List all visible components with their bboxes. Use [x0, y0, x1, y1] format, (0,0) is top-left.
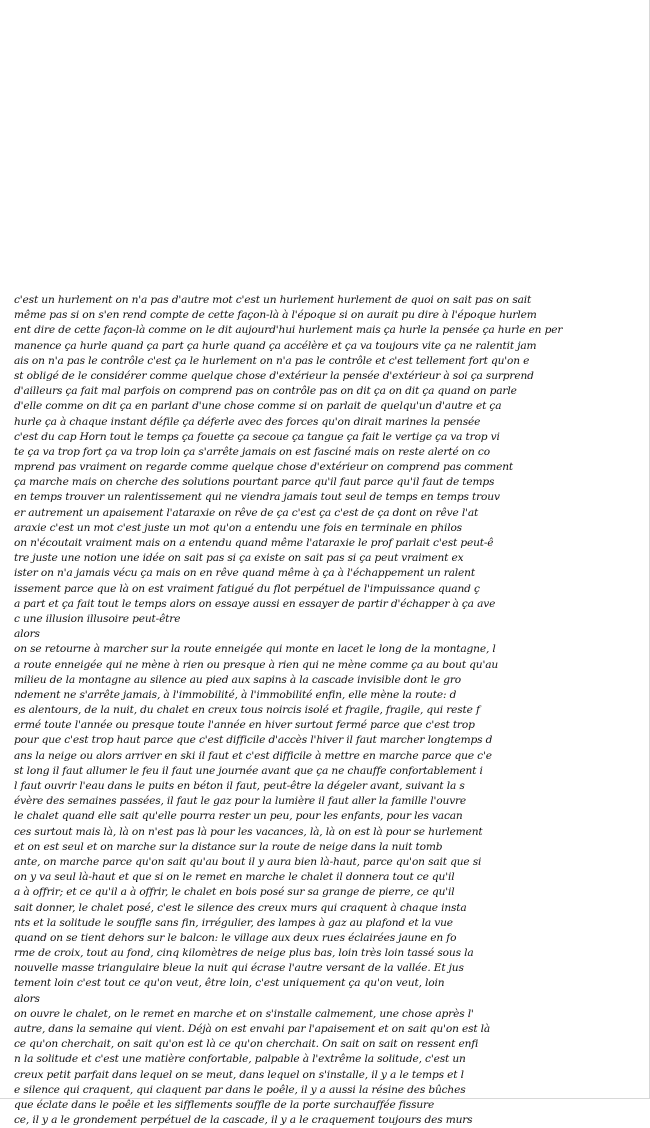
text-line: que éclate dans le poêle et les sifflements souffle de la porte surchauffée fissure [14, 1098, 435, 1111]
text-line: on y va seul là-haut et que si on le remet en marche le chalet il donnera tout ce qu'il [14, 871, 455, 884]
text-line: milieu de la montagne au silence au pied aux sapins à la cascade invisible dont le gro [14, 673, 462, 686]
text-line: d'ailleurs ça fait mal parfois on comprend pas on contrôle pas on dit ça on dit ça quand on parle [14, 385, 517, 398]
text-line: autre, dans la semaine qui vient. Déjà on est envahi par l'apaisement et on sait qu'on est là [14, 1023, 491, 1035]
text-line: le chalet quand elle sait qu'elle pourra rester un peu, pour les enfants, pour les vacan [14, 810, 463, 823]
paragraph [14, 642, 634, 1007]
text-line: c une illusion illusoire peut-être [14, 612, 181, 625]
text-line: te ça va trop fort ça va trop loin ça s'arrête jamais on est fasciné mais on reste alerté on co [14, 445, 490, 458]
text-line: a part et ça fait tout le temps alors on essaye aussi en essayer de partir d'échapper à ça ave [14, 597, 496, 610]
text-line: ante, on marche parce qu'on sait qu'au bout il y aura bien là-haut, parce qu'on sait que si [14, 855, 482, 868]
text-line: ce, il y a le grondement perpétuel de la cascade, il y a le craquement toujours des murs [14, 1114, 473, 1127]
text-line: er autrement un apaisement l'ataraxie on rêve de ça c'est ça c'est de ça dont on rêve l'at [14, 506, 479, 519]
text-line: l faut ouvrir l'eau dans le puits en béton il faut, peut-être la dégeler avant, suivant la s [14, 780, 465, 792]
text-line: ces surtout mais là, là on n'est pas là pour les vacances, là, là on est là pour se hurlement [14, 825, 483, 838]
text-line: d'elle comme on dit ça en parlant d'une chose comme si on parlait de quelqu'un d'autre et ça [14, 400, 502, 413]
text-line: nouvelle masse triangulaire bleue la nuit qui écrase l'autre versant de la vallée. Et jus [14, 962, 464, 975]
text-line: a route enneigée qui ne mène à rien ou presque à rien qui ne mène comme ça au bout qu'au [14, 658, 499, 671]
text-line: c'est du cap Horn tout le temps ça fouette ça secoue ça tangue ça fait le vertige ça va trop vi [14, 430, 500, 443]
text-line: quand on se tient dehors sur le balcon: le village aux deux rues éclairées jaune en fo [14, 931, 457, 944]
text-line: nts et la solitude le souffle sans fin, irrégulier, des lampes à gaz au plafond et la vue [14, 916, 453, 929]
text-line: rme de croix, tout au fond, cinq kilomètres de neige plus bas, loin très loin tassé sous la [14, 947, 474, 960]
text-line: et on est seul et on marche sur la distance sur la route de neige dans la nuit tomb [14, 840, 443, 853]
text-line: es alentours, de la nuit, du chalet en creux tous noircis isolé et fragile, fragile, qui reste f [14, 704, 480, 717]
text-line: on ouvre le chalet, on le remet en marche et on s'installe calmement, une chose après l' [14, 1007, 474, 1020]
text-line: n la solitude et c'est une matière confortable, palpable à l'extrême la solitude, c'est un [14, 1053, 466, 1066]
text-line: alors [14, 628, 40, 641]
text-line: évère des semaines passées, il faut le gaz pour la lumière il faut aller la famille l'ouvre [14, 795, 467, 808]
text-line: on se retourne à marcher sur la route enneigée qui monte en lacet le long de la montagne, l [14, 643, 496, 656]
text-line: hurle ça à chaque instant défile ça déferle avec des forces qu'on dirait marines la pensée [14, 415, 481, 428]
text-line: même pas si on s'en rend compte de cette façon-là à l'époque si on aurait pu dire à l'époque hurlem [14, 309, 537, 322]
text-line: en temps trouver un ralentissement qui ne viendra jamais tout seul de temps en temps trouv [14, 491, 500, 504]
text-line: creux petit parfait dans lequel on se meut, dans lequel on s'installe, il y a le temps et l [14, 1068, 464, 1081]
text-line: ans la neige ou alors arriver en ski il faut et c'est difficile à mettre en marche parce que c'e [14, 749, 492, 762]
text-line: sait donner, le chalet posé, c'est le silence des creux murs qui craquent à chaque insta [14, 901, 467, 914]
handwritten-text-block [14, 293, 634, 1128]
text-line: ermé toute l'année ou presque toute l'année en hiver surtout fermé parce que c'est trop [14, 719, 475, 732]
text-line: tement loin c'est tout ce qu'on veut, être loin, c'est uniquement ça qu'on veut, loin [14, 977, 445, 990]
text-line: ister on n'a jamais vécu ça mais on en rêve quand même à ça à l'échappement un ralent [14, 567, 475, 580]
text-line: ndement ne s'arrête jamais, à l'immobilité, à l'immobilité enfin, elle mène la route: d [14, 688, 457, 701]
text-line: manence ça hurle quand ça part ça hurle quand ça accélère et ça va toujours vite ça ne ralentit jam [14, 339, 537, 352]
text-line: pour que c'est trop haut parce que c'est difficile d'accès l'hiver il faut marcher longtemps d [14, 734, 493, 747]
paragraph [14, 1007, 634, 1128]
text-line: issement parce que là on est vraiment fatigué du flot perpétuel de l'impuissance quand ç [14, 582, 480, 595]
text-line: ent dire de cette façon-là comme on le dit aujourd'hui hurlement mais ça hurle la pensée ça hurle en per [14, 324, 563, 337]
text-line: c'est un hurlement on n'a pas d'autre mot c'est un hurlement hurlement de quoi on sait pas on sait [14, 294, 532, 306]
text-line: araxie c'est un mot c'est juste un mot qu'on a entendu une fois en terminale en philos [14, 521, 462, 534]
text-line: ais on n'a pas le contrôle c'est ça le hurlement on n'a pas le contrôle et c'est tellement fort qu'on e [14, 354, 530, 367]
text-line: a à offrir; et ce qu'il a à offrir, le chalet en bois posé sur sa grange de pierre, ce qu'il [14, 886, 455, 899]
text-line: st long il faut allumer le feu il faut une journée avant que ça ne chauffe confortablement i [14, 764, 483, 777]
text-line: tre juste une notion une idée on sait pas si ça existe on sait pas si ça peut vraiment ex [14, 552, 464, 565]
text-line: ce qu'on cherchait, on sait qu'on est là ce qu'on cherchait. On sait on sait on ressent enfi [14, 1038, 479, 1051]
text-line: on n'écoutait vraiment mais on a entendu quand même l'ataraxie le prof parlait c'est peut-ê [14, 537, 494, 549]
text-line: st obligé de le considérer comme quelque chose d'extérieur la pensée d'extérieur à soi ça surprend [14, 369, 534, 382]
paragraph [14, 293, 634, 642]
text-line: e silence qui craquent, qui claquent par dans le poêle, il y a aussi la résine des bûches [14, 1083, 466, 1096]
text-line: ça marche mais on cherche des solutions pourtant parce qu'il faut parce qu'il faut de temps [14, 476, 495, 489]
text-line: mprend pas vraiment on regarde comme quelque chose d'extérieur on comprend pas comment [14, 461, 513, 474]
text-line: alors [14, 992, 40, 1005]
